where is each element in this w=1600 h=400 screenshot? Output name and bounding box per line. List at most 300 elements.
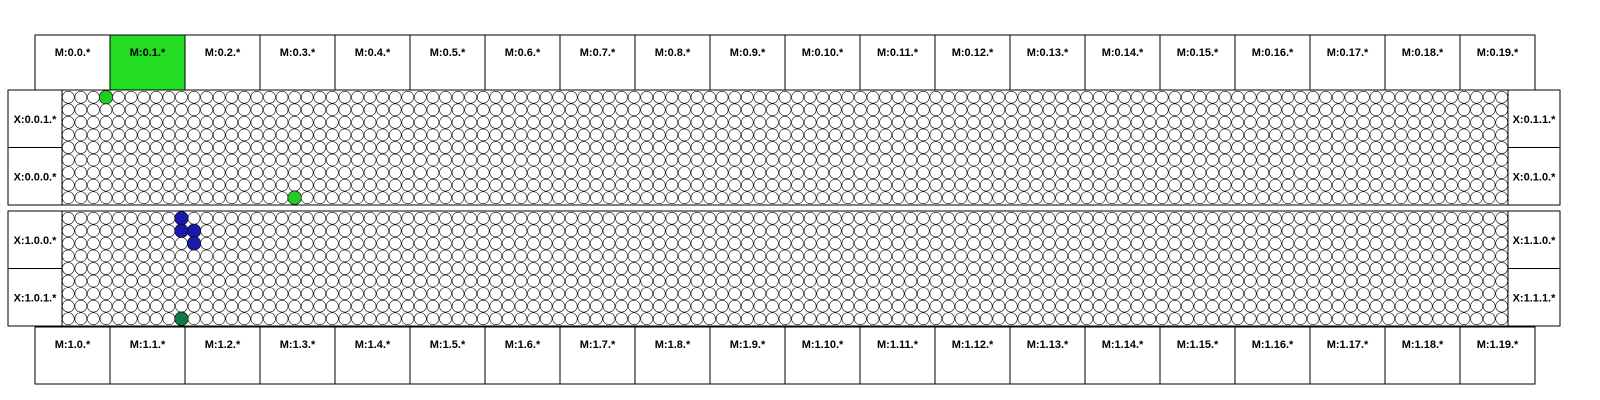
grid-node (1471, 212, 1483, 224)
grid-node (1357, 154, 1369, 166)
grid-node (1068, 250, 1080, 262)
grid-node (804, 250, 816, 262)
grid-node (1433, 288, 1445, 300)
grid-node (1408, 116, 1420, 128)
grid-node (1345, 212, 1357, 224)
bottom-module-box-7[interactable] (560, 327, 635, 384)
grid-node (678, 129, 690, 141)
top-module-box-17[interactable] (1310, 35, 1385, 92)
grid-node (100, 129, 112, 141)
top-module-box-4[interactable] (335, 35, 410, 92)
grid-node (1420, 167, 1432, 179)
grid-node (364, 104, 376, 116)
top-module-box-9[interactable] (710, 35, 785, 92)
grid-node (201, 104, 213, 116)
grid-node (691, 192, 703, 204)
grid-node (1408, 288, 1420, 300)
grid-node (1471, 275, 1483, 287)
grid-node (289, 179, 301, 191)
bottom-module-box-19[interactable] (1460, 327, 1535, 384)
grid-node (1106, 288, 1118, 300)
top-module-box-7[interactable] (560, 35, 635, 92)
grid-node (1156, 288, 1168, 300)
grid-node (1232, 263, 1244, 275)
bottom-module-row (35, 327, 1535, 384)
grid-node (1081, 275, 1093, 287)
grid-node (62, 225, 74, 237)
grid-node (678, 237, 690, 249)
grid-node (666, 167, 678, 179)
crossbar-1 (8, 211, 1560, 326)
grid-node (1458, 167, 1470, 179)
grid-node (477, 212, 489, 224)
grid-node (1156, 104, 1168, 116)
grid-node (1018, 129, 1030, 141)
grid-node (301, 250, 313, 262)
grid-node (766, 313, 778, 325)
grid-node (1219, 179, 1231, 191)
bottom-module-box-12[interactable] (935, 327, 1010, 384)
grid-node (1433, 192, 1445, 204)
grid-node (1031, 300, 1043, 312)
grid-node (1433, 142, 1445, 154)
grid-node (150, 275, 162, 287)
grid-node (980, 250, 992, 262)
grid-node (930, 263, 942, 275)
grid-node (163, 313, 175, 325)
grid-node (113, 129, 125, 141)
grid-node (590, 225, 602, 237)
grid-node (175, 104, 187, 116)
grid-node (201, 250, 213, 262)
grid-node (352, 300, 364, 312)
grid-node (276, 104, 288, 116)
grid-node (377, 142, 389, 154)
grid-node (565, 313, 577, 325)
grid-node (779, 263, 791, 275)
grid-node (1232, 154, 1244, 166)
grid-node (1043, 154, 1055, 166)
grid-node (1496, 167, 1508, 179)
grid-node (389, 91, 401, 103)
node-grid (62, 212, 1507, 326)
grid-node (880, 212, 892, 224)
bottom-module-box-8[interactable] (635, 327, 710, 384)
grid-node (301, 91, 313, 103)
grid-node (1043, 104, 1055, 116)
grid-node (314, 212, 326, 224)
grid-node (75, 288, 87, 300)
top-module-box-6[interactable] (485, 35, 560, 92)
grid-node (804, 167, 816, 179)
grid-node (490, 154, 502, 166)
active-node-blue[interactable] (175, 224, 189, 238)
top-module-label-12: M:0.12.* (951, 47, 994, 59)
top-module-box-10[interactable] (785, 35, 860, 92)
grid-node (1232, 237, 1244, 249)
grid-node (1031, 313, 1043, 325)
grid-node (867, 212, 879, 224)
grid-node (641, 167, 653, 179)
grid-node (1106, 167, 1118, 179)
bottom-module-box-5[interactable] (410, 327, 485, 384)
grid-node (138, 212, 150, 224)
grid-node (1093, 263, 1105, 275)
bottom-module-box-11[interactable] (860, 327, 935, 384)
grid-node (75, 129, 87, 141)
grid-node (590, 192, 602, 204)
grid-node (1370, 275, 1382, 287)
grid-node (1144, 192, 1156, 204)
grid-node (1131, 129, 1143, 141)
grid-node (817, 313, 829, 325)
grid-node (1031, 154, 1043, 166)
top-module-box-2[interactable] (185, 35, 260, 92)
grid-node (704, 116, 716, 128)
grid-node (842, 275, 854, 287)
grid-node (314, 250, 326, 262)
bottom-module-box-4[interactable] (335, 327, 410, 384)
bottom-module-box-13[interactable] (1010, 327, 1085, 384)
grid-node (942, 250, 954, 262)
grid-node (314, 263, 326, 275)
bottom-module-box-15[interactable] (1160, 327, 1235, 384)
grid-node (1295, 167, 1307, 179)
grid-node (1181, 288, 1193, 300)
grid-node (100, 104, 112, 116)
bottom-module-box-3[interactable] (260, 327, 335, 384)
grid-node (1219, 313, 1231, 325)
grid-node (1282, 313, 1294, 325)
bottom-module-box-14[interactable] (1085, 327, 1160, 384)
grid-node (917, 250, 929, 262)
grid-node (540, 288, 552, 300)
top-module-box-8[interactable] (635, 35, 710, 92)
grid-node (427, 167, 439, 179)
grid-node (1458, 237, 1470, 249)
grid-node (716, 288, 728, 300)
grid-node (1496, 237, 1508, 249)
grid-node (1496, 129, 1508, 141)
grid-node (1194, 154, 1206, 166)
grid-node (113, 167, 125, 179)
grid-node (188, 91, 200, 103)
grid-node (829, 288, 841, 300)
top-module-box-3[interactable] (260, 35, 335, 92)
grid-node (389, 275, 401, 287)
active-node-blue[interactable] (187, 237, 201, 251)
grid-node (1420, 288, 1432, 300)
top-module-box-14[interactable] (1085, 35, 1160, 92)
grid-node (414, 129, 426, 141)
grid-node (427, 91, 439, 103)
top-module-box-13[interactable] (1010, 35, 1085, 92)
grid-node (427, 192, 439, 204)
grid-node (968, 263, 980, 275)
grid-node (113, 263, 125, 275)
grid-node (1181, 104, 1193, 116)
grid-node (301, 288, 313, 300)
grid-node (930, 104, 942, 116)
grid-node (628, 237, 640, 249)
grid-node (1282, 179, 1294, 191)
grid-node (779, 192, 791, 204)
grid-node (276, 225, 288, 237)
grid-node (314, 142, 326, 154)
grid-node (402, 288, 414, 300)
top-module-box-18[interactable] (1385, 35, 1460, 92)
grid-node (980, 91, 992, 103)
grid-node (314, 275, 326, 287)
grid-node (1282, 91, 1294, 103)
bottom-module-box-10[interactable] (785, 327, 860, 384)
grid-node (1320, 142, 1332, 154)
grid-node (829, 250, 841, 262)
top-module-box-11[interactable] (860, 35, 935, 92)
grid-node (1483, 263, 1495, 275)
grid-node (502, 225, 514, 237)
grid-node (163, 275, 175, 287)
grid-node (565, 275, 577, 287)
grid-node (842, 263, 854, 275)
grid-node (414, 142, 426, 154)
grid-node (553, 313, 565, 325)
grid-node (779, 313, 791, 325)
grid-node (100, 142, 112, 154)
grid-node (175, 129, 187, 141)
grid-node (968, 179, 980, 191)
grid-node (1307, 129, 1319, 141)
grid-node (289, 91, 301, 103)
grid-node (1244, 91, 1256, 103)
top-module-box-5[interactable] (410, 35, 485, 92)
grid-node (817, 167, 829, 179)
grid-node (553, 179, 565, 191)
grid-node (1018, 225, 1030, 237)
grid-node (741, 313, 753, 325)
grid-node (314, 116, 326, 128)
grid-node (540, 104, 552, 116)
grid-node (75, 275, 87, 287)
grid-node (75, 179, 87, 191)
grid-node (1471, 313, 1483, 325)
grid-node (1194, 300, 1206, 312)
grid-node (993, 167, 1005, 179)
grid-node (1031, 225, 1043, 237)
grid-node (565, 154, 577, 166)
grid-node (1395, 300, 1407, 312)
grid-node (892, 142, 904, 154)
grid-node (1005, 212, 1017, 224)
bottom-module-box-1[interactable] (110, 327, 185, 384)
bottom-module-box-16[interactable] (1235, 327, 1310, 384)
grid-node (754, 313, 766, 325)
grid-node (238, 91, 250, 103)
top-module-label-11: M:0.11.* (877, 47, 918, 59)
grid-node (515, 313, 527, 325)
grid-node (1295, 142, 1307, 154)
grid-node (1194, 179, 1206, 191)
bottom-module-box-2[interactable] (185, 327, 260, 384)
grid-node (150, 237, 162, 249)
grid-node (641, 212, 653, 224)
grid-node (691, 142, 703, 154)
grid-node (502, 275, 514, 287)
grid-node (980, 288, 992, 300)
grid-node (377, 237, 389, 249)
grid-node (263, 104, 275, 116)
grid-node (1295, 154, 1307, 166)
grid-node (1332, 104, 1344, 116)
bottom-module-box-17[interactable] (1310, 327, 1385, 384)
grid-node (842, 250, 854, 262)
active-node-blue[interactable] (187, 224, 201, 238)
grid-node (1043, 192, 1055, 204)
top-module-box-0[interactable] (35, 35, 110, 92)
grid-node (251, 275, 263, 287)
grid-node (854, 154, 866, 166)
grid-node (1056, 212, 1068, 224)
grid-node (163, 129, 175, 141)
grid-node (1194, 250, 1206, 262)
grid-node (603, 300, 615, 312)
grid-node (289, 237, 301, 249)
bottom-module-box-0[interactable] (35, 327, 110, 384)
grid-node (666, 142, 678, 154)
top-module-label-9: M:0.9.* (729, 47, 766, 59)
grid-node (1458, 300, 1470, 312)
active-node-blue[interactable] (175, 212, 189, 226)
grid-node (402, 225, 414, 237)
grid-node (113, 91, 125, 103)
grid-node (502, 129, 514, 141)
grid-node (641, 237, 653, 249)
grid-node (754, 275, 766, 287)
grid-node (440, 167, 452, 179)
grid-node (691, 91, 703, 103)
grid-node (854, 225, 866, 237)
top-module-box-15[interactable] (1160, 35, 1235, 92)
grid-node (1244, 250, 1256, 262)
grid-node (1320, 300, 1332, 312)
grid-node (704, 154, 716, 166)
grid-node (263, 225, 275, 237)
grid-node (540, 91, 552, 103)
grid-node (251, 192, 263, 204)
grid-node (75, 237, 87, 249)
grid-node (87, 91, 99, 103)
grid-node (238, 212, 250, 224)
top-module-box-1[interactable] (110, 35, 185, 92)
bottom-module-box-18[interactable] (1385, 327, 1460, 384)
grid-node (653, 179, 665, 191)
grid-node (565, 167, 577, 179)
grid-node (1169, 91, 1181, 103)
grid-node (1119, 263, 1131, 275)
grid-node (1244, 192, 1256, 204)
grid-node (641, 154, 653, 166)
grid-node (352, 142, 364, 154)
grid-node (779, 91, 791, 103)
grid-node (1458, 104, 1470, 116)
grid-node (150, 263, 162, 275)
grid-node (917, 116, 929, 128)
grid-node (1119, 91, 1131, 103)
grid-node (792, 154, 804, 166)
grid-node (1445, 142, 1457, 154)
grid-node (842, 91, 854, 103)
bottom-module-box-9[interactable] (710, 327, 785, 384)
active-node-green[interactable] (99, 91, 113, 105)
grid-node (1093, 167, 1105, 179)
grid-node (1181, 142, 1193, 154)
grid-node (1408, 250, 1420, 262)
grid-node (616, 129, 628, 141)
grid-node (1093, 192, 1105, 204)
grid-node (766, 167, 778, 179)
grid-node (1068, 192, 1080, 204)
grid-node (402, 192, 414, 204)
grid-node (892, 154, 904, 166)
grid-node (87, 225, 99, 237)
grid-node (465, 212, 477, 224)
grid-node (1295, 212, 1307, 224)
top-module-box-12[interactable] (935, 35, 1010, 92)
top-module-box-19[interactable] (1460, 35, 1535, 92)
grid-node (1282, 192, 1294, 204)
grid-node (854, 167, 866, 179)
grid-node (389, 250, 401, 262)
grid-node (1282, 116, 1294, 128)
grid-node (1169, 275, 1181, 287)
grid-node (616, 300, 628, 312)
grid-node (389, 154, 401, 166)
grid-node (842, 104, 854, 116)
grid-node (150, 313, 162, 325)
grid-node (528, 104, 540, 116)
bottom-module-box-6[interactable] (485, 327, 560, 384)
grid-node (792, 129, 804, 141)
grid-node (942, 154, 954, 166)
grid-node (716, 192, 728, 204)
grid-node (1496, 212, 1508, 224)
grid-node (201, 225, 213, 237)
grid-node (1169, 104, 1181, 116)
grid-node (477, 154, 489, 166)
active-node-dark-green[interactable] (175, 312, 189, 326)
grid-node (352, 91, 364, 103)
grid-node (1156, 116, 1168, 128)
grid-node (1068, 288, 1080, 300)
grid-node (917, 154, 929, 166)
grid-node (1144, 167, 1156, 179)
grid-node (1119, 154, 1131, 166)
grid-node (842, 313, 854, 325)
grid-node (138, 225, 150, 237)
grid-node (163, 179, 175, 191)
grid-node (1244, 142, 1256, 154)
grid-node (263, 142, 275, 154)
grid-node (691, 237, 703, 249)
grid-node (766, 212, 778, 224)
grid-node (163, 300, 175, 312)
grid-node (641, 179, 653, 191)
top-module-box-16[interactable] (1235, 35, 1310, 92)
active-node-green[interactable] (288, 191, 302, 205)
grid-node (477, 179, 489, 191)
grid-node (1144, 250, 1156, 262)
grid-node (263, 129, 275, 141)
